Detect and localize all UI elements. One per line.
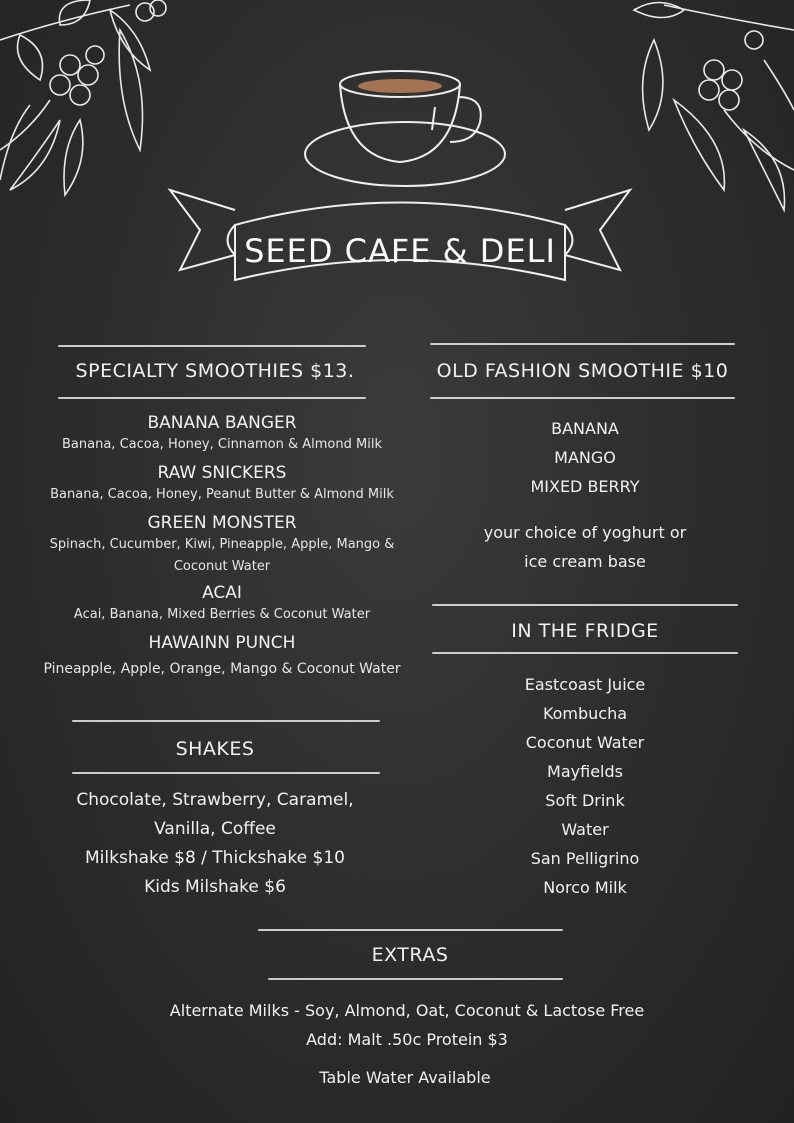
- old-fashion-base-note: [430, 518, 740, 576]
- divider: [58, 345, 366, 347]
- smoothie-ingredients: Banana, Cacoa, Honey, Peanut Butter & Almond Milk: [50, 487, 394, 502]
- list-item: Eastcoast Juice: [524, 675, 646, 694]
- list-item: Chocolate, Strawberry, Caramel,: [76, 790, 354, 810]
- base-note-line: ice cream base: [524, 552, 646, 571]
- divider: [258, 929, 563, 931]
- smoothie-name: GREEN MONSTER: [147, 513, 297, 533]
- shakes-list: [40, 786, 390, 902]
- list-item: Vanilla, Coffee: [154, 819, 276, 839]
- list-item: Coconut Water: [525, 733, 645, 752]
- list-item: Add: Malt .50c Protein $3: [306, 1030, 508, 1049]
- divider: [72, 720, 380, 722]
- list-item: San Pelligrino: [530, 849, 640, 868]
- list-item: [20, 510, 424, 576]
- list-item: Water: [561, 820, 609, 839]
- smoothie-ingredients: Acai, Banana, Mixed Berries & Coconut Water: [73, 607, 371, 622]
- divider: [430, 397, 735, 399]
- divider: [430, 343, 735, 345]
- list-item: Soft Drink: [545, 791, 625, 810]
- fridge-list: [430, 670, 740, 902]
- smoothie-name: HAWAINN PUNCH: [148, 633, 296, 653]
- smoothie-ingredients: Spinach, Cucumber, Kiwi, Pineapple, Apple, Mango &: [49, 537, 395, 552]
- old-fashion-smoothie-heading: OLD FASHION SMOOTHIE $10: [436, 360, 729, 382]
- divider: [72, 772, 380, 774]
- specialty-smoothie-list: [20, 410, 424, 678]
- divider: [58, 397, 366, 399]
- list-item: Alternate Milks - Soy, Almond, Oat, Coconut & Lactose Free: [169, 1001, 645, 1020]
- list-item: MANGO: [554, 448, 616, 467]
- list-item: [20, 630, 424, 678]
- table-water-note: Table Water Available: [319, 1068, 491, 1087]
- list-item: [20, 460, 424, 504]
- list-item: BANANA: [551, 419, 619, 438]
- smoothie-ingredients: Banana, Cacoa, Honey, Cinnamon & Almond Milk: [62, 437, 382, 452]
- extras-heading: EXTRAS: [371, 944, 449, 966]
- smoothie-ingredients: Pineapple, Apple, Orange, Mango & Coconut Water: [43, 661, 401, 677]
- list-item: Kids Milshake $6: [144, 877, 286, 897]
- list-item: MIXED BERRY: [530, 477, 640, 496]
- in-the-fridge-heading: IN THE FRIDGE: [511, 620, 659, 642]
- specialty-smoothies-heading: SPECIALTY SMOOTHIES $13.: [75, 360, 355, 382]
- list-item: [20, 410, 424, 454]
- list-item: Kombucha: [542, 704, 628, 723]
- list-item: [20, 580, 424, 624]
- old-fashion-flavors: [430, 414, 740, 501]
- extras-list: [60, 996, 754, 1054]
- smoothie-name: ACAI: [202, 583, 242, 603]
- cafe-title: SEED CAFE & DELI: [244, 232, 556, 270]
- coffee-leaves-right-illustration: [614, 0, 794, 220]
- list-item: Mayfields: [547, 762, 623, 781]
- smoothie-ingredients-cont: Coconut Water: [173, 559, 271, 574]
- divider: [432, 652, 738, 654]
- base-note-line: your choice of yoghurt or: [483, 523, 687, 542]
- shakes-heading: SHAKES: [175, 738, 255, 760]
- divider: [268, 978, 563, 980]
- smoothie-name: BANANA BANGER: [147, 413, 297, 433]
- coffee-leaves-left-illustration: [0, 0, 180, 200]
- smoothie-name: RAW SNICKERS: [157, 463, 287, 483]
- divider: [432, 604, 738, 606]
- list-item: Milkshake $8 / Thickshake $10: [85, 848, 345, 868]
- list-item: Norco Milk: [543, 878, 627, 897]
